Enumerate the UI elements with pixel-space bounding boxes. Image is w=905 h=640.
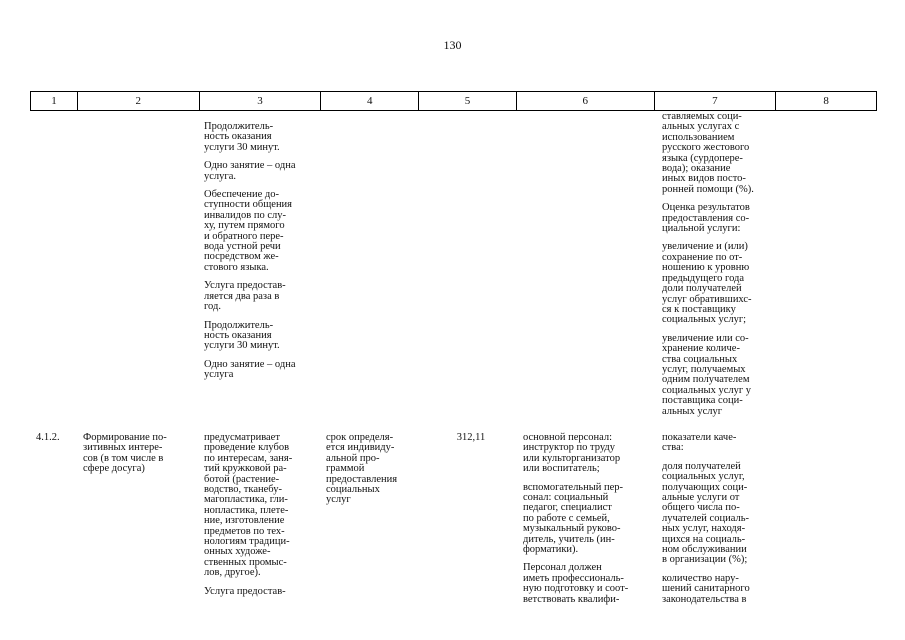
service-description [204, 433, 324, 597]
header-col-2: 2 [78, 92, 200, 110]
header-col-3: 3 [200, 92, 322, 110]
header-col-1: 1 [31, 92, 78, 110]
paragraph: Обеспечение до- ступности общения инвалидов по слу- ху, путем прямого и обратного пере- вода устной речи посредством же- стового языка. [204, 189, 293, 273]
paragraph: Продолжитель- ность оказания услуги 30 минут. [204, 121, 280, 153]
paragraph: Оценка результатов предоставления со- циальной услуги: [662, 202, 750, 235]
service-staff [523, 433, 659, 605]
table-header-row [30, 91, 877, 111]
paragraph: Услуга предостав- [204, 585, 286, 597]
service-term [326, 433, 422, 506]
paragraph: показатели каче- ства: [662, 432, 737, 454]
continuation-col7 [662, 112, 782, 417]
continuation-col3 [204, 122, 324, 381]
paragraph: Услуга предостав- ляется два раза в год. [204, 280, 286, 313]
header-col-6: 6 [517, 92, 655, 110]
header-col-7: 7 [655, 92, 777, 110]
paragraph: Одно занятие – одна услуга [204, 358, 296, 381]
paragraph: количество нару- шений санитарного законодательства в [662, 572, 750, 605]
paragraph: предусматривает проведение клубов по интересам, заня- тий кружковой ра- ботой (растение- водство, тканебу- магопластика, гли- нопластика, плете- ние, изготовление предметов по тех- нологиям традици- онных художе- ственных промыс- лов, другое). [204, 432, 293, 579]
paragraph: увеличение и (или) сохранение по от- ношению к уровню предыдущего года доли получателей услуг обратившихс- ся к поставщику социальных услуг; [662, 241, 752, 326]
service-tariff: 312,11 [456, 432, 486, 443]
header-col-5: 5 [419, 92, 517, 110]
paragraph: Продолжитель- ность оказания услуги 30 минут. [204, 319, 280, 352]
paragraph: Персонал должен иметь профессиональ- ную подготовку и соот- ветствовать квалифи- [523, 562, 629, 605]
paragraph: вспомогательный пер- сонал: социальный педагог, специалист по работе с семьей, музыкальный руково- дитель, учитель (ин- форматики). [523, 481, 624, 556]
header-col-4: 4 [321, 92, 419, 110]
paragraph: ставляемых соци- альных услугах с использованием русского жестового языка (сурдопере- вода); оказание иных видов посто- ронней помощи (%). [662, 111, 754, 195]
service-quality-indicators [662, 433, 782, 605]
page-number: 130 [443, 38, 462, 52]
paragraph: доля получателей социальных услуг, получающих соци- альные услуги от общего числа по- лучателей социаль- ных услуг, находя- щихся на социаль- ном обслуживании в организации (%); [662, 460, 749, 566]
paragraph: Одно занятие – одна услуга. [204, 160, 296, 182]
header-col-8: 8 [823, 95, 829, 107]
paragraph: Формирование по- зитивных интере- сов (в том числе в сфере досуга) [83, 432, 167, 475]
row-number: 4.1.2. [36, 432, 60, 443]
paragraph: срок определя- ется индивиду- альной про- граммой предоставления социальных услуг [326, 432, 398, 506]
paragraph: увеличение или со- хранение количе- ства социальных услуг, получаемых одним получателем социальных услуг у поставщика соци- альных услуг [662, 332, 752, 417]
service-name [83, 433, 201, 475]
paragraph: основной персонал: инструктор по труду или культорганизатор или воспитатель; [523, 432, 621, 475]
